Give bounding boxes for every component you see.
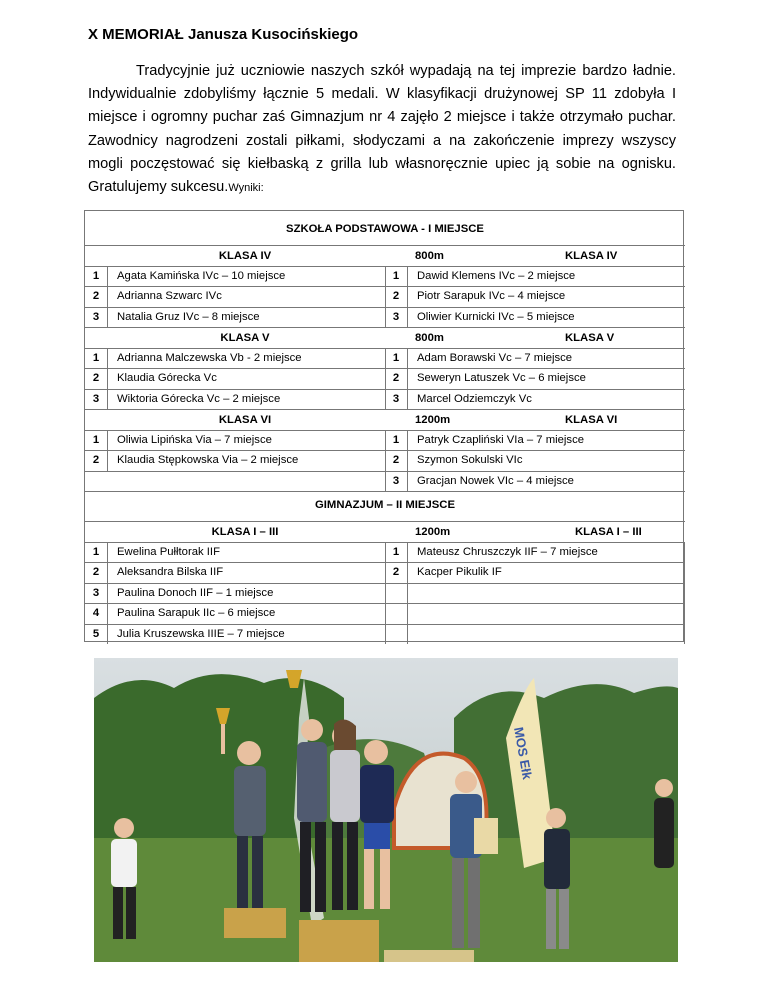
table-column-rule xyxy=(407,266,408,328)
place-number: 1 xyxy=(92,351,100,364)
place-number: 3 xyxy=(92,392,100,405)
table-column-rule xyxy=(385,471,386,492)
result-entry-girls: Adrianna Malczewska Vb - 2 miejsce xyxy=(117,351,302,364)
result-entry-girls: Paulina Sarapuk IIc – 6 miejsce xyxy=(117,607,276,619)
photo-podium-left xyxy=(224,908,286,938)
place-number: 1 xyxy=(392,269,400,282)
place-number: 1 xyxy=(392,545,400,558)
table-rule xyxy=(85,409,685,410)
result-entry-girls: Klaudia Stępkowska Via – 2 miejsce xyxy=(117,454,299,466)
class-header-left: KLASA V xyxy=(220,332,270,344)
place-number: 3 xyxy=(92,586,100,599)
place-number: 1 xyxy=(92,269,100,282)
table-column-rule xyxy=(107,542,108,645)
table-column-rule xyxy=(407,348,408,410)
intro-paragraph xyxy=(88,60,676,200)
result-entry-girls: Adrianna Szwarc IVc xyxy=(117,290,222,302)
place-number: 2 xyxy=(392,454,400,466)
class-header-right: KLASA VI xyxy=(565,414,618,426)
result-entry-girls: Oliwia Lipińska Via – 7 miejsce xyxy=(117,433,272,446)
place-number: 1 xyxy=(392,433,400,446)
result-entry-girls: Agata Kamińska IVc – 10 miejsce xyxy=(117,269,286,282)
table-rule xyxy=(85,491,685,492)
results-table xyxy=(84,210,684,642)
table-column-rule xyxy=(107,266,108,328)
result-entry-boys: Adam Borawski Vc – 7 miejsce xyxy=(417,351,573,364)
table-column-rule xyxy=(107,430,108,471)
class-header-right: KLASA IV xyxy=(565,250,618,262)
place-number: 3 xyxy=(392,310,400,323)
distance-header: 800m xyxy=(415,250,444,262)
place-number: 1 xyxy=(92,433,100,446)
award-ceremony-photo xyxy=(94,658,678,962)
place-number: 2 xyxy=(92,290,100,302)
table-column-rule xyxy=(407,430,408,492)
place-number: 2 xyxy=(92,372,100,384)
distance-header: 1200m xyxy=(415,526,451,538)
table-rule xyxy=(85,471,385,472)
distance-header: 1200m xyxy=(415,414,451,426)
class-header-right: KLASA I – III xyxy=(575,526,642,538)
result-entry-boys: Kacper Pikulik IF xyxy=(417,566,502,578)
result-entry-girls: Ewelina Pułłtorak IIF xyxy=(117,545,220,558)
result-entry-boys: Szymon Sokulski VIc xyxy=(417,454,523,466)
place-number: 3 xyxy=(92,310,100,323)
class-header-right: KLASA V xyxy=(565,332,615,344)
document-title: X MEMORIAŁ Janusza Kusocińskiego xyxy=(88,26,359,43)
result-entry-boys: Oliwier Kurnicki IVc – 5 miejsce xyxy=(417,310,575,323)
table-rule xyxy=(385,583,407,584)
table-column-rule xyxy=(385,348,386,410)
table-column-rule xyxy=(385,266,386,328)
photo-illustration xyxy=(94,658,678,962)
result-entry-boys: Gracjan Nowek VIc – 4 miejsce xyxy=(417,474,574,487)
result-entry-girls: Natalia Gruz IVc – 8 miejsce xyxy=(117,310,260,323)
result-entry-girls: Aleksandra Bilska IIF xyxy=(117,566,224,578)
class-header-left: KLASA IV xyxy=(218,250,272,262)
place-number: 3 xyxy=(392,474,400,487)
class-header-left: KLASA VI xyxy=(218,414,272,426)
result-entry-boys: Patryk Czapliński VIa – 7 miejsce xyxy=(417,433,585,446)
distance-header: 800m xyxy=(415,332,444,344)
section-heading-sp: SZKOŁA PODSTAWOWA - I MIEJSCE xyxy=(286,223,484,235)
place-number: 2 xyxy=(392,372,400,384)
result-entry-girls: Paulina Donoch IIF – 1 miejsce xyxy=(117,586,274,599)
table-column-rule xyxy=(684,542,685,645)
place-number: 2 xyxy=(392,290,400,302)
results-label: Wyniki: xyxy=(228,182,264,195)
section-heading-gim: GIMNAZJUM – II MIEJSCE xyxy=(315,499,455,511)
result-entry-girls: Klaudia Górecka Vc xyxy=(117,372,217,384)
result-entry-girls: Julia Kruszewska IIIE – 7 miejsce xyxy=(117,627,285,640)
result-entry-boys: Dawid Klemens IVc – 2 miejsce xyxy=(417,269,576,282)
table-rule xyxy=(385,603,407,604)
place-number: 3 xyxy=(392,392,400,405)
table-column-rule xyxy=(385,430,386,471)
table-rule xyxy=(85,521,685,522)
photo-banner-text: MOS Ełk xyxy=(511,725,535,781)
table-rule xyxy=(85,327,685,328)
place-number: 5 xyxy=(92,627,100,640)
place-number: 1 xyxy=(392,351,400,364)
table-rule xyxy=(385,624,407,625)
result-entry-boys: Mateusz Chruszczyk IIF – 7 miejsce xyxy=(417,545,598,558)
result-entry-girls: Wiktoria Górecka Vc – 2 miejsce xyxy=(117,392,281,405)
place-number: 4 xyxy=(92,607,100,619)
table-column-rule xyxy=(385,542,386,645)
result-entry-boys: Marcel Odziemczyk Vc xyxy=(417,392,532,405)
place-number: 1 xyxy=(92,545,100,558)
result-entry-boys: Piotr Sarapuk IVc – 4 miejsce xyxy=(417,290,566,302)
photo-podium-center xyxy=(299,920,379,962)
class-header-left: KLASA I – III xyxy=(211,526,279,538)
table-rule xyxy=(85,245,685,246)
result-entry-boys: Seweryn Latuszek Vc – 6 miejsce xyxy=(417,372,586,384)
paragraph-text: Tradycyjnie już uczniowie naszych szkół wypadają na tej imprezie bardzo ładnie. Indywidualnie zdobyliśmy łącznie 5 medali. W klasyfikacji drużynowej SP 11 zdobyła I miejsce i ogromny puchar zaś Gimnazjum nr 4 zajęło 2 miejsce i także otrzymało puchar. Zawodnicy nagrodzeni zostali piłkami, słodyczami a na zakończenie imprezy wszyscy mogli poczęstować się kiełbaską z grilla lub własnoręcznie upiec ją sobie na ognisku. Gratulujemy sukcesu. xyxy=(88,63,676,196)
place-number: 2 xyxy=(92,454,100,466)
place-number: 2 xyxy=(392,566,400,578)
table-column-rule xyxy=(107,348,108,410)
place-number: 2 xyxy=(92,566,100,578)
table-column-rule xyxy=(407,542,408,645)
